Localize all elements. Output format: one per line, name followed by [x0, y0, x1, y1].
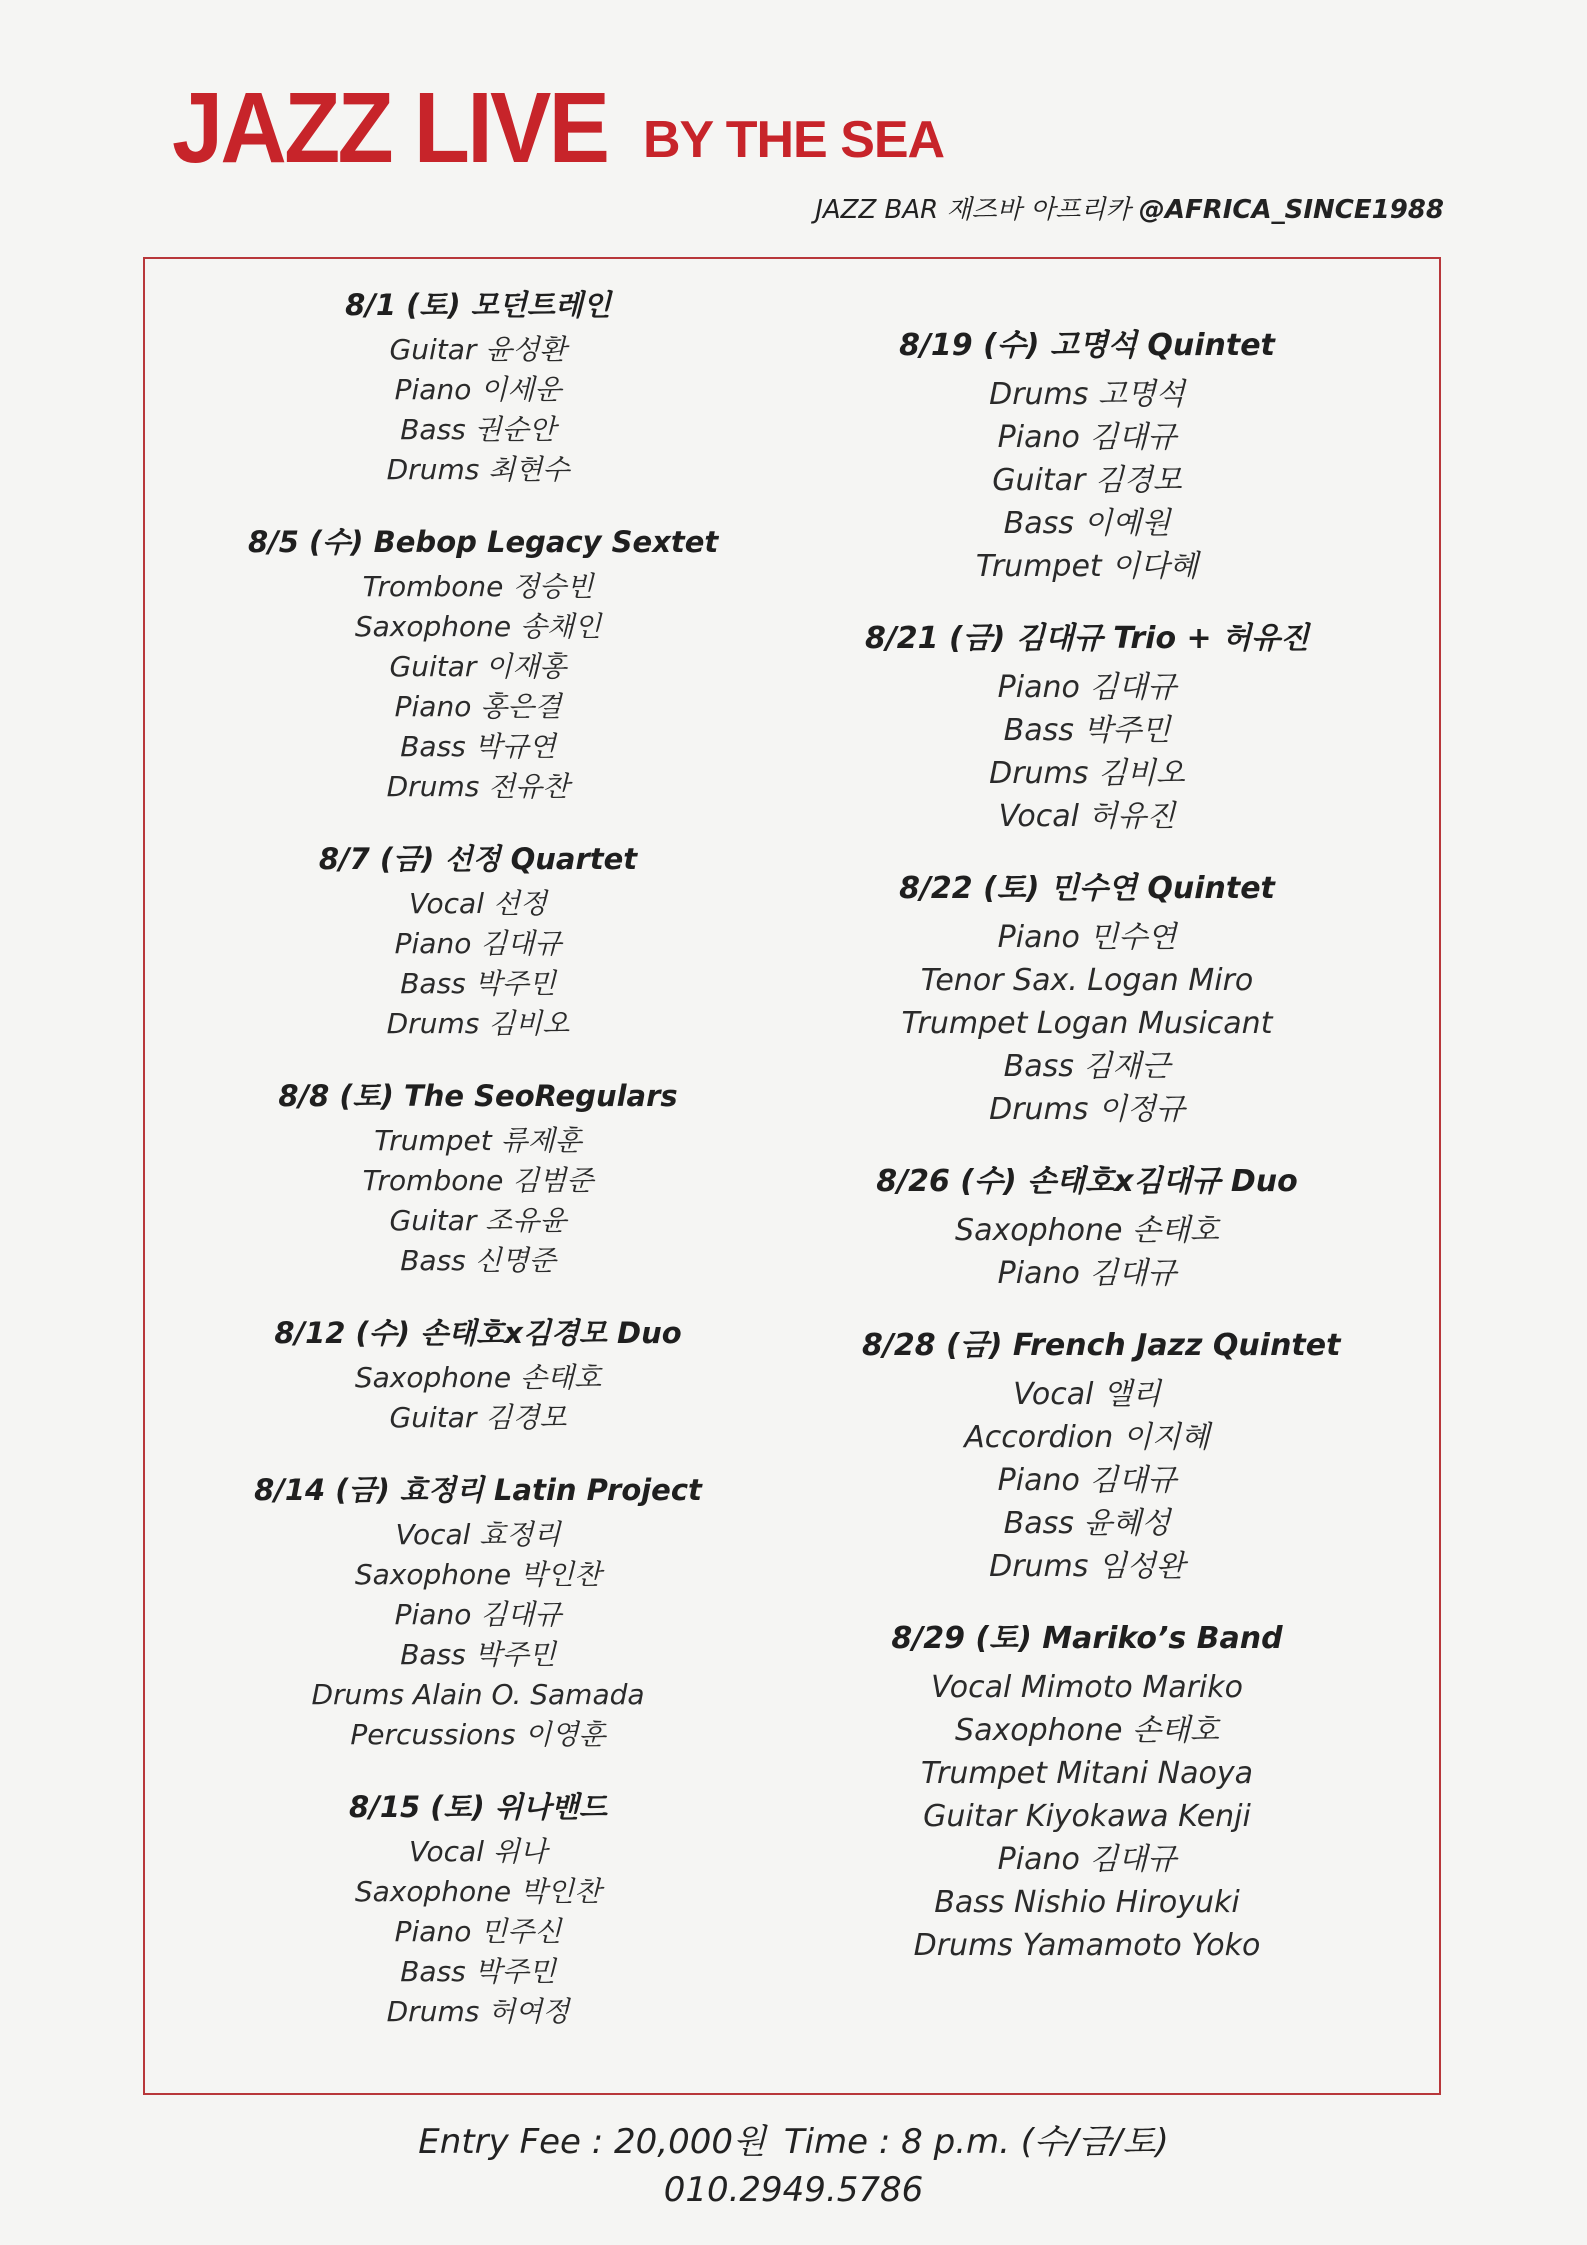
event-block — [248, 844, 708, 1044]
performer-line: Bass 이예원 — [1003, 506, 1171, 541]
performer-line: Guitar 김경모 — [992, 463, 1182, 498]
schedule-right-column — [862, 328, 1341, 2002]
performer-line: Bass 박규연 — [400, 730, 556, 763]
entry-fee: Entry Fee : 20,000원 — [418, 2122, 766, 2162]
event-block — [248, 1318, 708, 1438]
performer-line: Drums 이정규 — [989, 1092, 1185, 1127]
performer-line: Drums 허여정 — [386, 1995, 570, 2028]
performer-line: Piano 김대규 — [997, 670, 1177, 705]
performer-line: Guitar 윤성환 — [389, 333, 567, 366]
performer-line: Piano 민주신 — [394, 1915, 562, 1948]
performer-line: Bass Nishio Hiroyuki — [934, 1885, 1240, 1920]
footer-info-line — [0, 2118, 1587, 2166]
performer-line: Trombone 김범준 — [362, 1164, 594, 1197]
performer-line: Drums 김비오 — [386, 1007, 570, 1040]
performer-line: Piano 김대규 — [997, 1463, 1177, 1498]
venue-name: JAZZ BAR 재즈바 아프리카 — [815, 195, 1131, 225]
event-block — [862, 1166, 1312, 1295]
performer-line: Bass 권순안 — [400, 413, 556, 446]
performer-line: Trombone 정승빈 — [362, 570, 594, 603]
instagram-handle: @AFRICA_SINCE1988 — [1138, 195, 1444, 225]
performer-line: Saxophone 송채인 — [354, 610, 602, 643]
performer-line: Guitar 김경모 — [389, 1401, 567, 1434]
event-title: 8/19 (수) 고명석 Quintet — [899, 328, 1275, 363]
performer-line: Piano 김대규 — [394, 927, 562, 960]
performer-line: Vocal 선정 — [409, 887, 547, 920]
event-block — [862, 873, 1312, 1131]
event-block — [862, 623, 1312, 838]
performer-line: Piano 민수연 — [997, 920, 1177, 955]
performer-line: Bass 윤혜성 — [1003, 1506, 1171, 1541]
performer-line: Trumpet Logan Musicant — [901, 1006, 1273, 1041]
event-title: 8/15 (토) 위나밴드 — [349, 1790, 607, 1824]
performer-line: Saxophone 손태호 — [955, 1713, 1219, 1748]
performer-line: Trumpet 이다혜 — [975, 549, 1199, 584]
poster-footer — [0, 2118, 1587, 2214]
performer-line: Bass 신명준 — [400, 1244, 556, 1277]
event-title: 8/8 (토) The SeoRegulars — [278, 1079, 678, 1113]
poster-subtitle: BY THE SEA — [643, 111, 945, 169]
performer-line: Trumpet Mitani Naoya — [921, 1756, 1253, 1791]
performer-line: Piano 김대규 — [997, 420, 1177, 455]
event-title: 8/26 (수) 손태호x김대규 Duo — [876, 1164, 1298, 1199]
poster-header — [0, 0, 1587, 250]
performer-line: Tenor Sax. Logan Miro — [920, 963, 1254, 998]
performer-line: Drums 임성완 — [989, 1549, 1185, 1584]
performer-line: Saxophone 박인찬 — [354, 1875, 602, 1908]
performer-line: Piano 김대규 — [997, 1256, 1177, 1291]
performer-line: Bass 박주민 — [400, 1638, 556, 1671]
event-title: 8/1 (토) 모던트레인 — [345, 288, 611, 322]
event-block — [248, 1475, 708, 1755]
performer-line: Trumpet 류제훈 — [374, 1124, 582, 1157]
performer-line: Drums Yamamoto Yoko — [913, 1928, 1261, 1963]
event-block — [248, 290, 708, 490]
performer-line: Piano 김대규 — [394, 1598, 562, 1631]
performer-line: Vocal 허유진 — [998, 799, 1176, 834]
event-block — [248, 525, 719, 807]
performer-line: Accordion 이지혜 — [964, 1420, 1210, 1455]
performer-line: Bass 박주민 — [1003, 713, 1171, 748]
performer-line: Vocal 효정리 — [395, 1518, 561, 1551]
event-block — [248, 1792, 708, 2032]
event-title: 8/7 (금) 선정 Quartet — [318, 842, 638, 876]
event-block — [862, 330, 1312, 588]
performer-line: Drums 전유찬 — [386, 770, 570, 803]
event-title: 8/12 (수) 손태호x김경모 Duo — [274, 1316, 682, 1350]
performer-line: Saxophone 손태호 — [955, 1213, 1219, 1248]
event-title: 8/29 (토) Mariko’s Band — [891, 1621, 1283, 1656]
event-title: 8/5 (수) Bebop Legacy Sextet — [248, 525, 719, 559]
performer-line: Percussions 이영훈 — [350, 1718, 606, 1751]
performer-line: Piano 이세운 — [394, 373, 562, 406]
phone-number: 010.2949.5786 — [663, 2170, 924, 2210]
performer-line: Piano 홍은결 — [394, 690, 562, 723]
performer-line: Vocal 위나 — [409, 1835, 547, 1868]
show-time: Time : 8 p.m. (수/금/토) — [783, 2122, 1169, 2162]
venue-line — [815, 197, 1444, 223]
performer-line: Guitar Kiyokawa Kenji — [923, 1799, 1251, 1834]
event-block — [862, 1328, 1341, 1588]
performer-line: Guitar 조유윤 — [389, 1204, 567, 1237]
event-title: 8/28 (금) French Jazz Quintet — [862, 1328, 1341, 1363]
performer-line: Drums Alain O. Samada — [311, 1678, 645, 1711]
event-title: 8/22 (토) 민수연 Quintet — [899, 871, 1275, 906]
event-block — [862, 1623, 1312, 1967]
performer-line: Drums 최현수 — [386, 453, 570, 486]
poster-title: JAZZ LIVE — [172, 72, 608, 184]
performer-line: Saxophone 손태호 — [354, 1361, 602, 1394]
performer-line: Vocal Mimoto Mariko — [931, 1670, 1243, 1705]
performer-line: Piano 김대규 — [997, 1842, 1177, 1877]
performer-line: Bass 김재근 — [1003, 1049, 1171, 1084]
schedule-left-column — [248, 288, 719, 2069]
performer-line: Drums 고명석 — [989, 377, 1185, 412]
performer-line: Bass 박주민 — [400, 967, 556, 1000]
performer-line: Drums 김비오 — [989, 756, 1185, 791]
event-title: 8/14 (금) 효정리 Latin Project — [254, 1473, 702, 1507]
event-title: 8/21 (금) 김대규 Trio + 허유진 — [864, 621, 1310, 656]
performer-line: Guitar 이재홍 — [389, 650, 567, 683]
performer-line: Bass 박주민 — [400, 1955, 556, 1988]
event-block — [248, 1081, 708, 1281]
performer-line: Vocal 앨리 — [1013, 1377, 1161, 1412]
performer-line: Saxophone 박인찬 — [354, 1558, 602, 1591]
